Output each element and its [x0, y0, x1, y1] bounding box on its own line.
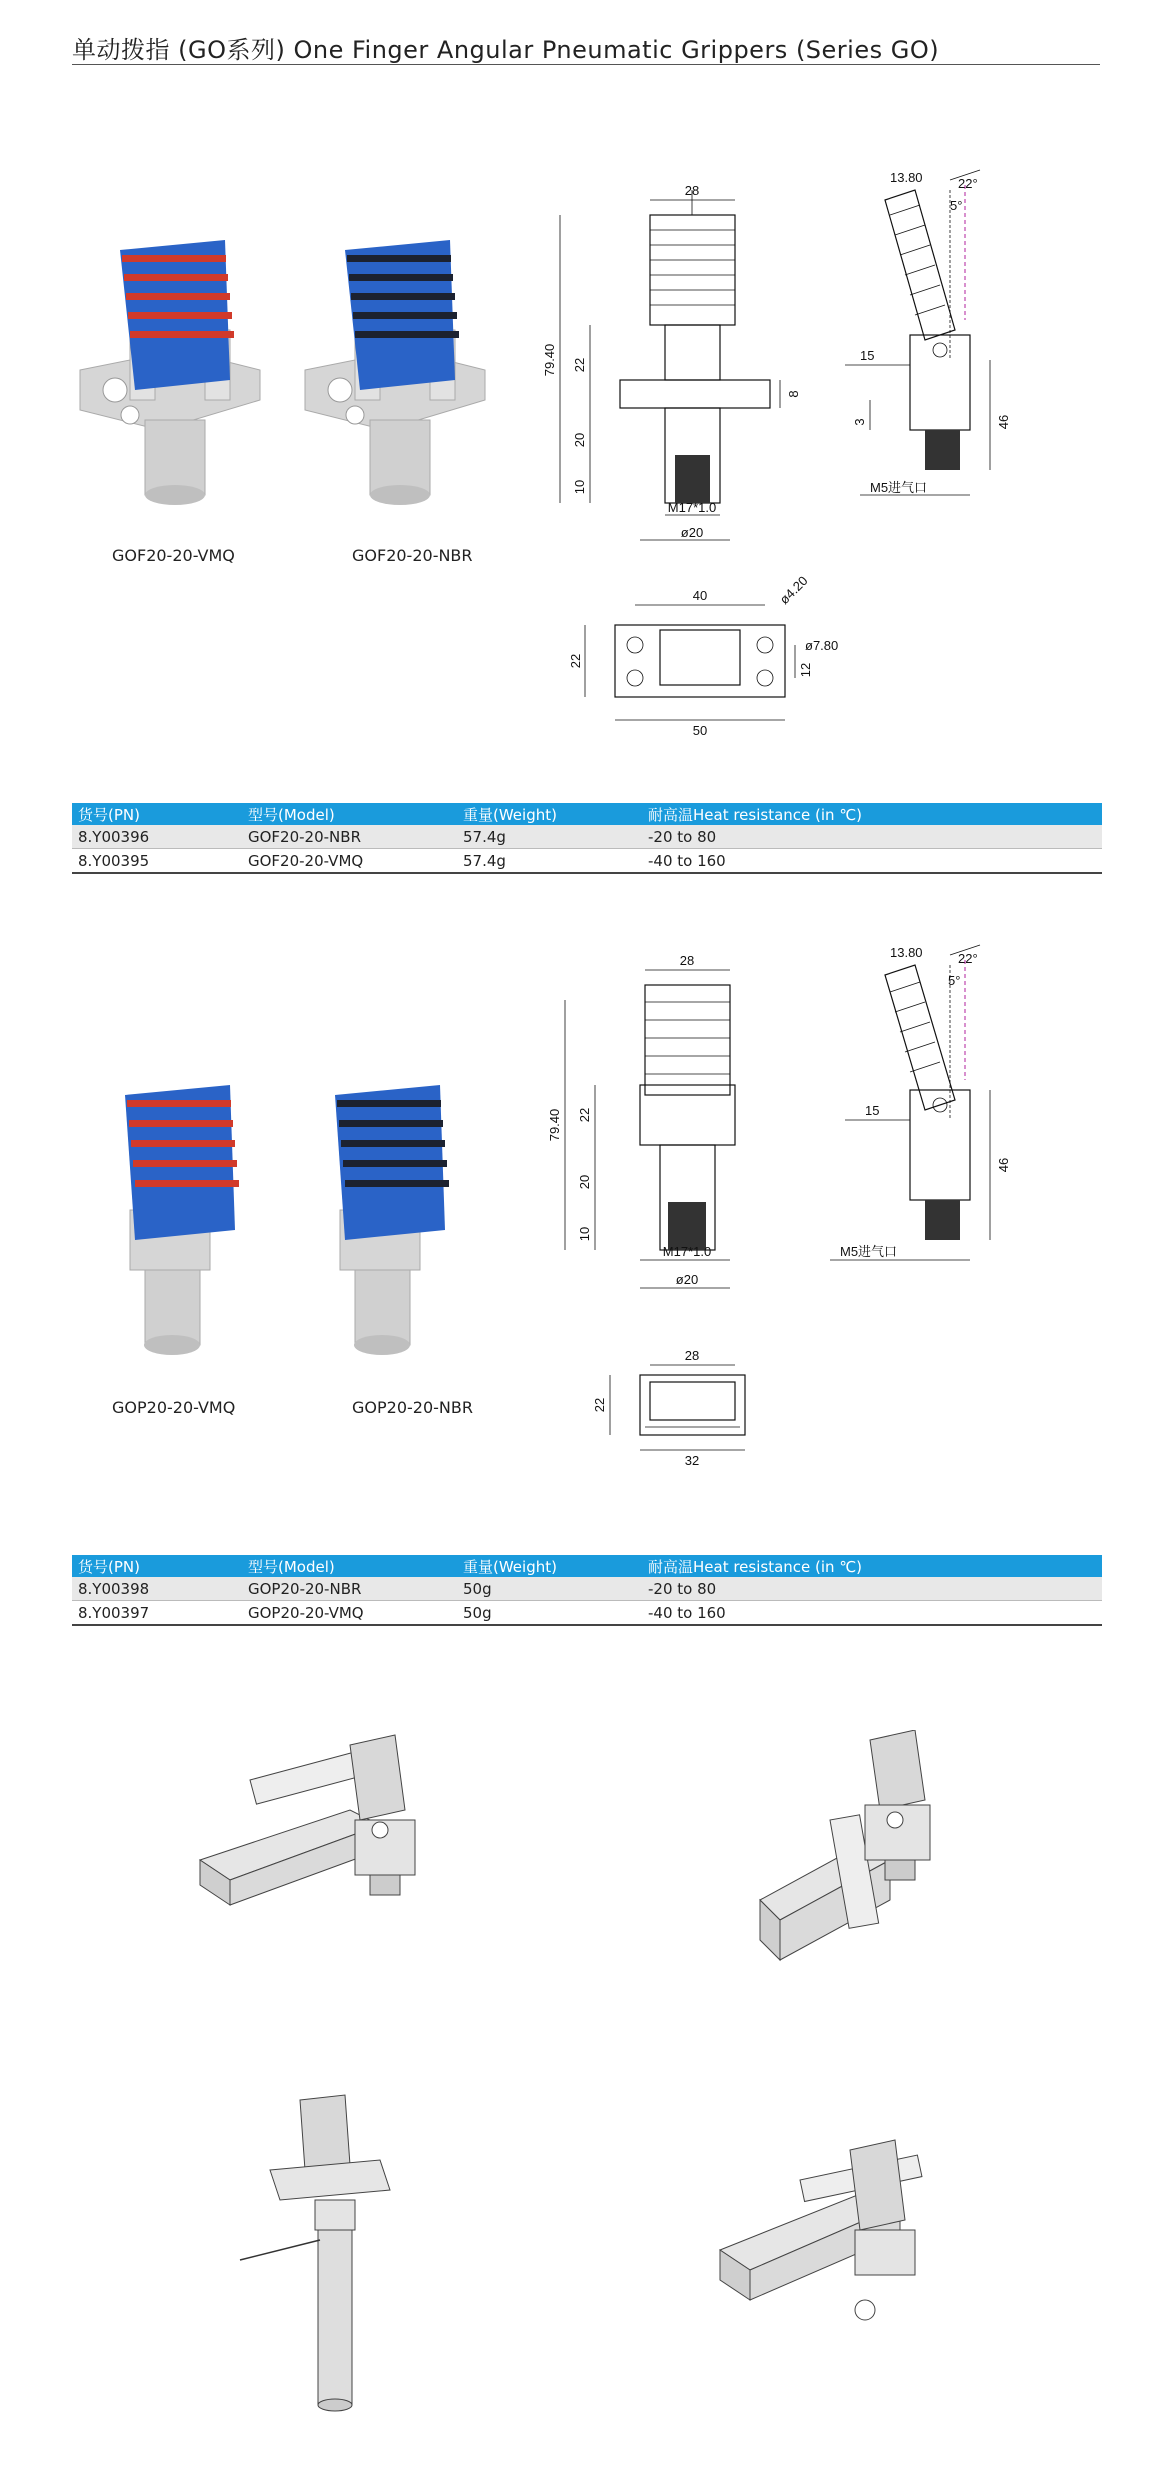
product-label-gop-vmq: GOP20-20-VMQ: [112, 1398, 236, 1417]
table-header-weight: 重量(Weight): [457, 803, 642, 825]
front-view-drawing: [542, 183, 801, 540]
technical-drawing-gof: [540, 160, 1130, 740]
gop-nbr-product-image: [335, 1085, 449, 1355]
table-row: [72, 825, 1102, 849]
table-header-row: [72, 1555, 1102, 1577]
dim-base-h12: 12: [798, 662, 813, 678]
table-row: [72, 1601, 1102, 1626]
spec-table-gop: [72, 1555, 1102, 1626]
dim-side3: 3: [852, 418, 867, 426]
gof-nbr-product-image: [305, 240, 485, 505]
cell-weight: 57.4g: [457, 825, 642, 849]
gop-vmq-product-image: [125, 1085, 239, 1355]
cell-model: GOP20-20-NBR: [242, 1577, 457, 1601]
side-view-drawing: [845, 170, 1011, 495]
table-header-pn: 货号(PN): [72, 1555, 242, 1577]
dim-dia20: ø20: [675, 1272, 699, 1287]
table-header-heat: 耐高温Heat resistance (in ℃): [642, 803, 1102, 825]
product-label-gof-vmq: GOF20-20-VMQ: [112, 546, 235, 565]
dim-overall-height: 79.40: [542, 343, 557, 377]
cell-heat: -20 to 80: [642, 1577, 1102, 1601]
dim-port: M5进气口: [840, 1244, 898, 1259]
dim-overall-height: 79.40: [547, 1108, 562, 1142]
spec-table-gof: [72, 803, 1102, 874]
dim-angle22: 22°: [958, 951, 978, 966]
dim-angle5: 5°: [948, 973, 961, 988]
application-image-4: [700, 2120, 1020, 2350]
cell-heat: -40 to 160: [642, 1601, 1102, 1626]
dim-angle5: 5°: [950, 198, 963, 213]
table-header-model: 型号(Model): [242, 1555, 457, 1577]
cell-weight: 57.4g: [457, 849, 642, 874]
dim-angle-len: 13.80: [890, 945, 923, 960]
dim-h22: 22: [572, 357, 587, 373]
product-photos-gop: [100, 1080, 500, 1360]
dim-thread: M17*1.0: [662, 1244, 712, 1259]
dim-base-h22: 22: [568, 653, 583, 669]
dim-base-top: 40: [692, 588, 708, 603]
base-view-drawing: [568, 573, 838, 738]
product-label-gof-nbr: GOF20-20-NBR: [352, 546, 473, 565]
application-image-3: [230, 2090, 430, 2420]
table-row: [72, 849, 1102, 874]
table-header-row: [72, 803, 1102, 825]
table-row: [72, 1577, 1102, 1601]
cell-heat: -40 to 160: [642, 849, 1102, 874]
cell-heat: -20 to 80: [642, 825, 1102, 849]
technical-drawing-gop: [540, 930, 1130, 1500]
table-header-pn: 货号(PN): [72, 803, 242, 825]
dim-base-w32: 32: [684, 1453, 700, 1468]
dim-h8: 8: [786, 390, 801, 398]
dim-side46: 46: [996, 1157, 1011, 1173]
application-image-2: [740, 1730, 1000, 1990]
cell-pn: 8.Y00395: [72, 849, 242, 874]
product-label-gop-nbr: GOP20-20-NBR: [352, 1398, 473, 1417]
dim-side46: 46: [996, 414, 1011, 430]
dim-h20: 20: [577, 1174, 592, 1190]
cell-pn: 8.Y00397: [72, 1601, 242, 1626]
table-header-weight: 重量(Weight): [457, 1555, 642, 1577]
cell-weight: 50g: [457, 1577, 642, 1601]
dim-base-h22: 22: [592, 1397, 607, 1413]
table-header-heat: 耐高温Heat resistance (in ℃): [642, 1555, 1102, 1577]
title-divider: [72, 64, 1100, 65]
table-header-model: 型号(Model): [242, 803, 457, 825]
dim-base-dia: ø7.80: [805, 638, 839, 653]
dim-base-top: 28: [684, 1348, 700, 1363]
page-title: 单动拨指 (GO系列) One Finger Angular Pneumatic Grippers (Series GO): [72, 36, 940, 64]
cell-weight: 50g: [457, 1601, 642, 1626]
dim-top-width: 28: [684, 183, 700, 198]
cell-model: GOF20-20-NBR: [242, 825, 457, 849]
gof-vmq-product-image: [80, 240, 260, 505]
cell-model: GOF20-20-VMQ: [242, 849, 457, 874]
dim-h22: 22: [577, 1107, 592, 1123]
dim-h10: 10: [572, 479, 587, 495]
dim-angle22: 22°: [958, 176, 978, 191]
cell-pn: 8.Y00396: [72, 825, 242, 849]
application-image-1: [180, 1720, 480, 1940]
cell-model: GOP20-20-VMQ: [242, 1601, 457, 1626]
base-view-drawing: [592, 1348, 745, 1468]
dim-dia20: ø20: [680, 525, 704, 540]
side-view-drawing: [830, 945, 1011, 1260]
dim-h20: 20: [572, 432, 587, 448]
dim-base-hole: ø4.20: [776, 573, 811, 608]
dim-base-w50: 50: [692, 723, 708, 738]
dim-side15: 15: [865, 1103, 880, 1118]
dim-h10: 10: [577, 1226, 592, 1242]
product-photos-gof: [60, 240, 490, 520]
dim-top-width: 28: [679, 953, 695, 968]
dim-side15: 15: [860, 348, 875, 363]
dim-thread: M17*1.0: [667, 500, 717, 515]
dim-angle-len: 13.80: [890, 170, 923, 185]
cell-pn: 8.Y00398: [72, 1577, 242, 1601]
front-view-drawing: [547, 953, 735, 1288]
dim-port: M5进气口: [870, 480, 928, 495]
